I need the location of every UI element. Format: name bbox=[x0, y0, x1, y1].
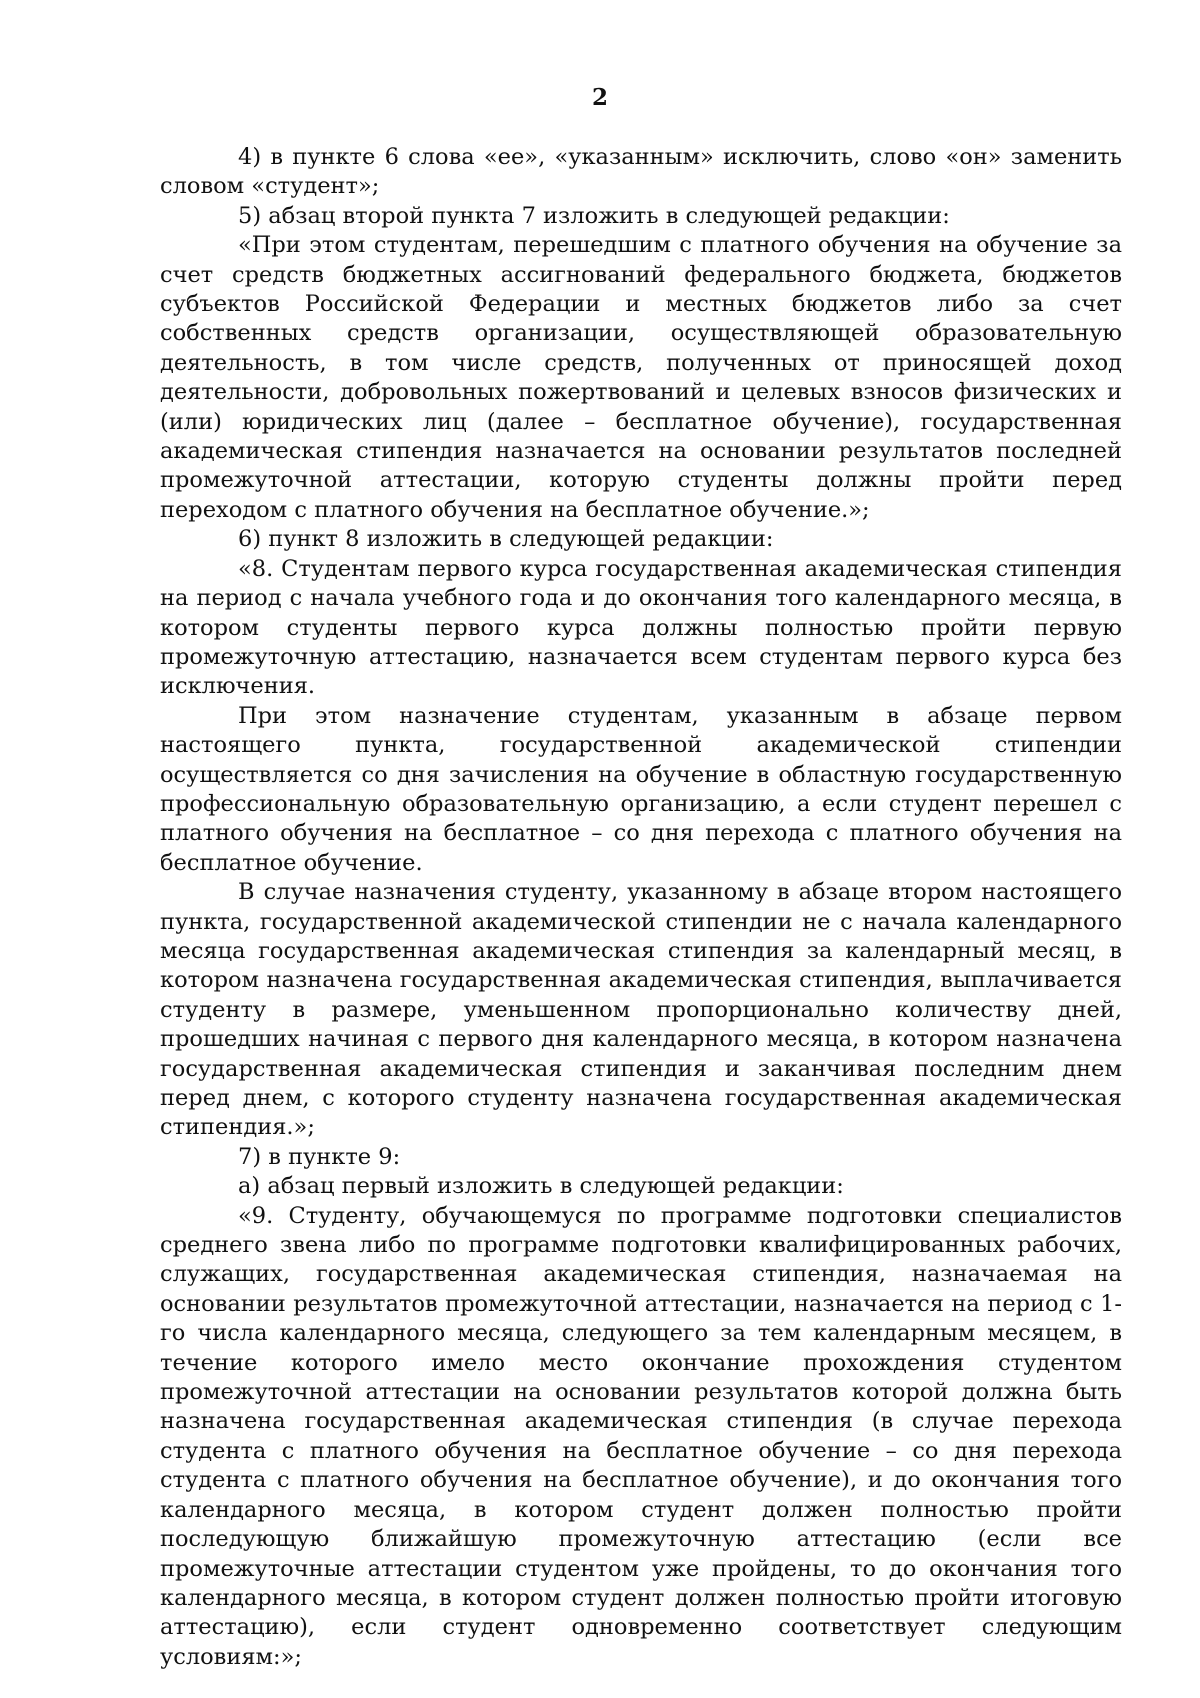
paragraph-quote-point-9: «9. Студенту, обучающемуся по программе подготовки специалистов среднего звена либо по программе подготовки квалифицированных рабочих, служащих, государственная академическая стипендия, назначаемая на основании результатов промежуточной аттестации, назначается на период с 1-го числа календарного месяца, следующего за тем календарным месяцем, в течение которого имело место окончание прохождения студентом промежуточной аттестации на основании результатов которой должна быть назначена государственная академическая стипендия (в случае перехода студента с платного обучения на бесплатное обучение – со дня перехода студента с платного обучения на бесплатное обучение), и до окончания того календарного месяца, в котором студент должен полностью пройти последующую ближайшую промежуточную аттестацию (если все промежуточные аттестации студентом уже пройдены, то до окончания того календарного месяца, в котором студент должен полностью пройти итоговую аттестацию), если студент одновременно соответствует следующим условиям:»; bbox=[160, 1202, 1122, 1670]
paragraph-quote-point-7: «При этом студентам, перешедшим с платного обучения на обучение за счет средств бюджетных ассигнований федерального бюджета, бюджетов субъектов Российской Федерации и местных бюджетов либо за счет собственных средств организации, осуществляющей образовательную деятельность, в том числе средств, полученных от приносящей доход деятельности, добровольных пожертвований и целевых взносов физических и (или) юридических лиц (далее – бесплатное обучение), государственная академическая стипендия назначается на основании результатов последней промежуточной аттестации, которую студенты должны пройти перед переходом с платного обучения на бесплатное обучение.»; bbox=[160, 232, 1122, 523]
paragraph-item-6: 6) пункт 8 изложить в следующей редакции: bbox=[238, 526, 774, 553]
paragraph-item-7: 7) в пункте 9: bbox=[238, 1143, 401, 1170]
page-number: 2 bbox=[591, 84, 608, 111]
paragraph-point-8-second: При этом назначение студентам, указанным в абзаце первом настоящего пункта, государственной академической стипендии осуществляется со дня зачисления на обучение в областную государственную профессиональную образовательную организацию, а если студент перешел с платного обучения на бесплатное – со дня перехода с платного обучения на бесплатное обучение. bbox=[160, 702, 1122, 876]
paragraph-quote-point-8: «8. Студентам первого курса государственная академическая стипендия на период с начала учебного года и до окончания того календарного месяца, в котором студенты первого курса должны полностью пройти первую промежуточную аттестацию, назначается всем студентам первого курса без исключения. bbox=[160, 555, 1122, 700]
paragraph-point-8-third: В случае назначения студенту, указанному в абзаце втором настоящего пункта, государственной академической стипендии не с начала календарного месяца государственная академическая стипендия за календарный месяц, в котором назначена государственная академическая стипендия, выплачивается студенту в размере, уменьшенном пропорционально количеству дней, прошедших начиная с первого дня календарного месяца, в котором назначена государственная академическая стипендия и заканчивая последним днем перед днем, с которого студенту назначена государственная академическая стипендия.»; bbox=[160, 879, 1122, 1141]
paragraph-subitem-a: а) абзац первый изложить в следующей редакции: bbox=[238, 1173, 844, 1200]
paragraph-item-5: 5) абзац второй пункта 7 изложить в следующей редакции: bbox=[238, 202, 950, 229]
paragraph-item-4: 4) в пункте 6 слова «ее», «указанным» исключить, слово «он» заменить словом «студент»; bbox=[160, 144, 1122, 200]
document-body bbox=[160, 143, 1122, 1672]
